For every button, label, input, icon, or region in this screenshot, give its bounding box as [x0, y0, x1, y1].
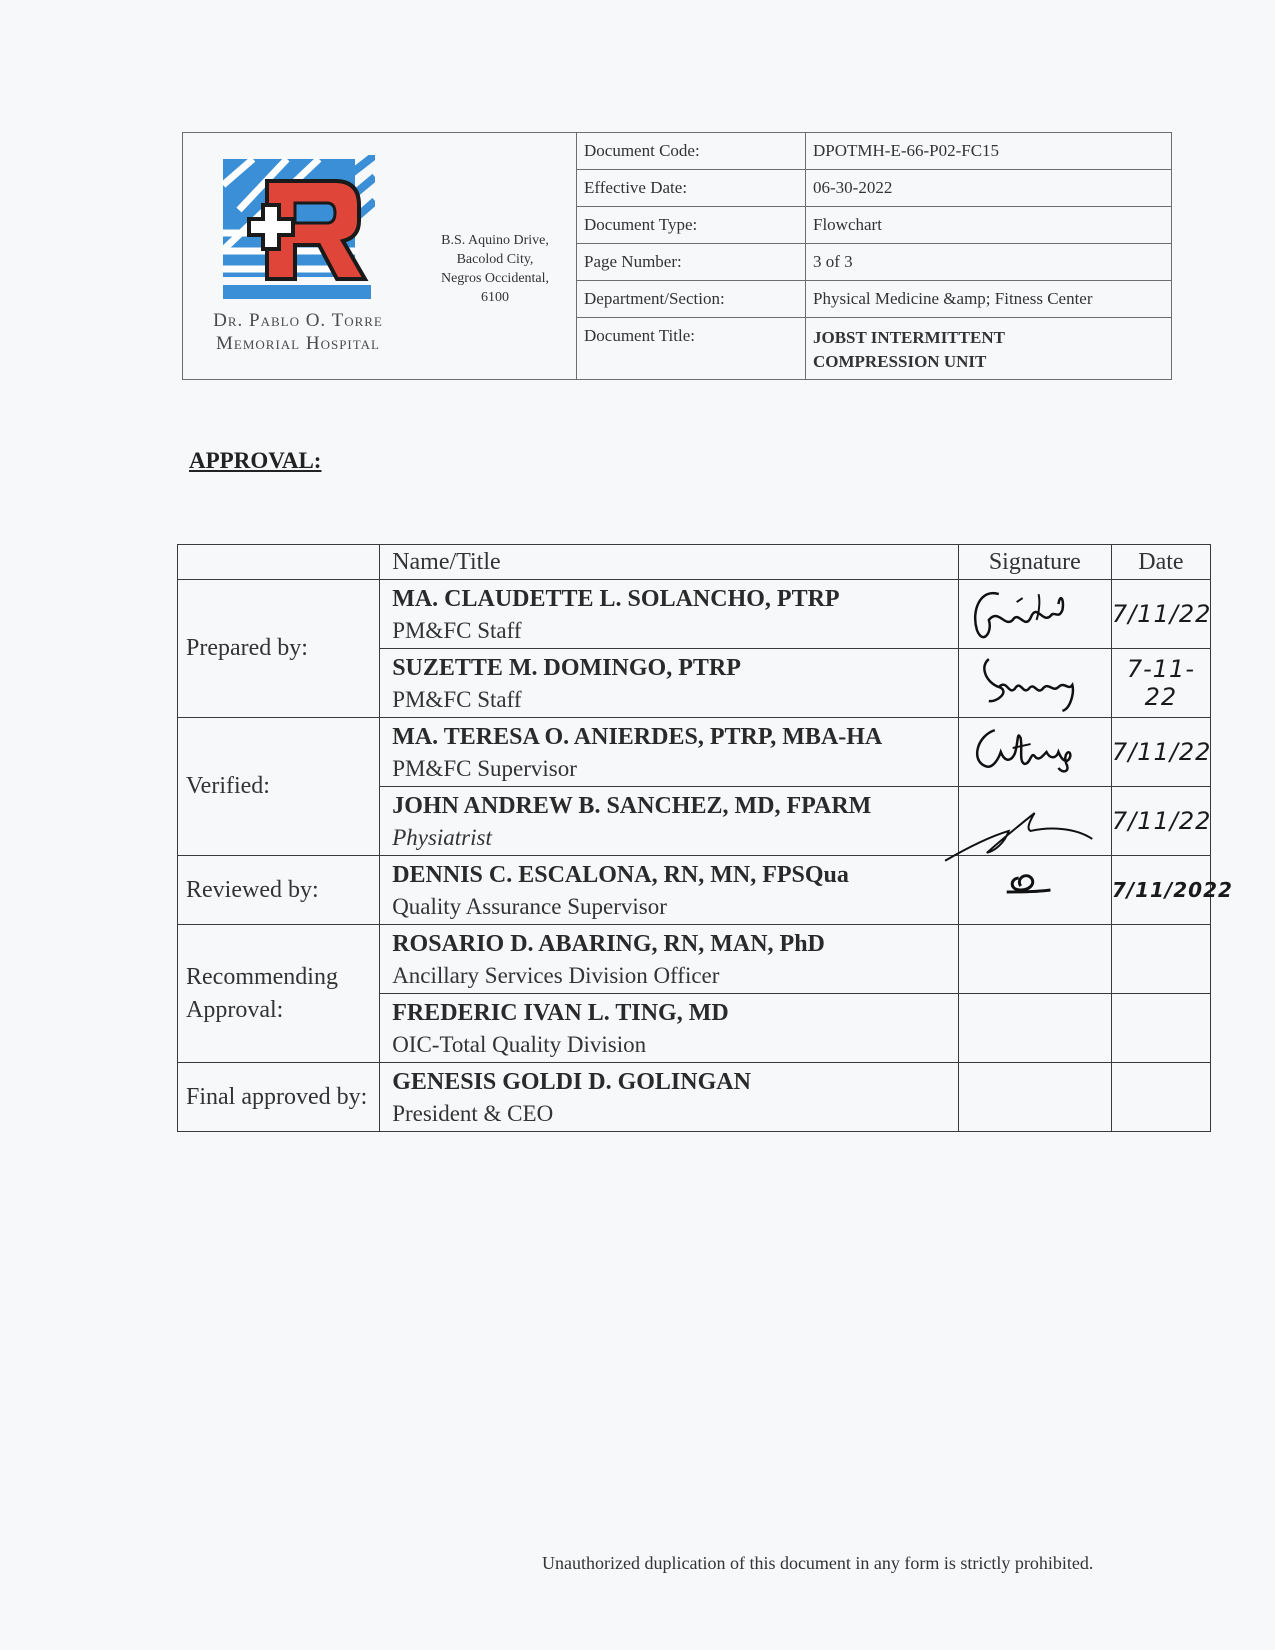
info-label: Effective Date: — [577, 170, 806, 206]
handwritten-signature — [959, 787, 1111, 855]
info-row-effective-date — [577, 170, 1171, 207]
name-title-cell — [380, 1063, 959, 1132]
hospital-name-line: Memorial Hospital — [216, 333, 380, 354]
signature-cell — [958, 925, 1111, 994]
approval-heading: APPROVAL: — [189, 448, 322, 473]
document-title — [806, 318, 1171, 379]
header-date: Date — [1111, 545, 1210, 580]
person-title: PM&FC Supervisor — [392, 756, 577, 781]
signature-date: 7/11/22 — [1111, 787, 1210, 856]
approval-table — [177, 544, 1233, 1132]
document-title-line: COMPRESSION UNIT — [813, 352, 987, 371]
table-header-row — [178, 545, 1211, 580]
header-signature: Signature — [958, 545, 1111, 580]
hospital-name-line: Dr. Pablo O. Torre — [213, 310, 383, 331]
person-name: JOHN ANDREW B. SANCHEZ, MD, FPARM — [392, 793, 872, 819]
name-title-cell — [380, 649, 959, 718]
document-title-line: JOBST INTERMITTENT — [813, 328, 1005, 347]
info-label: Page Number: — [577, 244, 806, 280]
info-row-document-title — [577, 318, 1171, 379]
info-row-document-type — [577, 207, 1171, 244]
signature-cell — [958, 1063, 1111, 1132]
name-title-cell — [380, 994, 959, 1063]
info-row-department — [577, 281, 1171, 318]
signature-date: 7/11/22 — [1111, 580, 1210, 649]
document-info-grid — [577, 133, 1171, 379]
header-role — [178, 545, 380, 580]
handwritten-signature — [959, 718, 1111, 786]
info-label: Document Code: — [577, 133, 806, 169]
person-name: ROSARIO D. ABARING, RN, MAN, PhD — [392, 931, 825, 957]
name-title-cell — [380, 718, 959, 787]
person-title: President & CEO — [392, 1101, 554, 1126]
address-line: 6100 — [481, 290, 509, 305]
footer-notice: Unauthorized duplication of this document in any form is strictly prohibited. — [542, 1553, 1094, 1573]
info-label: Document Type: — [577, 207, 806, 243]
person-name: MA. CLAUDETTE L. SOLANCHO, PTRP — [392, 586, 840, 612]
table-row — [178, 580, 1211, 649]
header-name-title: Name/Title — [380, 545, 959, 580]
role-verified: Verified: — [178, 718, 380, 856]
name-title-cell — [380, 925, 959, 994]
role-prepared-by: Prepared by: — [178, 580, 380, 718]
person-title: PM&FC Staff — [392, 618, 522, 643]
person-name: DENNIS C. ESCALONA, RN, MN, FPSQua — [392, 862, 849, 888]
info-value: Physical Medicine &amp; Fitness Center — [813, 289, 1093, 308]
document-header — [182, 132, 1172, 380]
info-label: Document Title: — [577, 318, 806, 379]
info-label: Department/Section: — [577, 281, 806, 317]
signature-cell — [958, 994, 1111, 1063]
person-name: FREDERIC IVAN L. TING, MD — [392, 1000, 729, 1026]
table-row — [178, 718, 1211, 787]
person-title: Physiatrist — [392, 825, 492, 850]
person-title: PM&FC Staff — [392, 687, 522, 712]
person-title: Quality Assurance Supervisor — [392, 894, 667, 919]
handwritten-signature — [959, 580, 1111, 648]
hospital-name — [183, 309, 413, 355]
address-line: B.S. Aquino Drive, — [441, 233, 549, 248]
info-value: 3 of 3 — [813, 252, 853, 271]
person-name: SUZETTE M. DOMINGO, PTRP — [392, 655, 741, 681]
person-name: MA. TERESA O. ANIERDES, PTRP, MBA-HA — [392, 724, 883, 750]
info-row-page-number — [577, 244, 1171, 281]
role-recommending-approval: Recommending Approval: — [178, 925, 380, 1063]
date-cell — [1111, 925, 1210, 994]
address-line: Bacolod City, — [456, 252, 534, 267]
handwritten-signature — [959, 856, 1111, 924]
info-value: Flowchart — [813, 215, 882, 234]
date-cell — [1111, 994, 1210, 1063]
role-final-approved-by: Final approved by: — [178, 1063, 380, 1132]
role-reviewed-by: Reviewed by: — [178, 856, 380, 925]
hospital-address — [413, 231, 577, 307]
person-title: Ancillary Services Division Officer — [392, 963, 720, 988]
name-title-cell — [380, 787, 959, 856]
info-row-document-code — [577, 133, 1171, 170]
signature-cell — [958, 856, 1111, 925]
date-cell — [1111, 1063, 1210, 1132]
handwritten-signature — [959, 649, 1111, 717]
table-row — [178, 925, 1211, 994]
table-row — [178, 856, 1211, 925]
signature-cell — [958, 649, 1111, 718]
name-title-cell — [380, 580, 959, 649]
address-line: Negros Occidental, — [440, 271, 550, 286]
signature-cell — [958, 718, 1111, 787]
name-title-cell — [380, 856, 959, 925]
info-value: 06-30-2022 — [813, 178, 893, 197]
signature-cell — [958, 580, 1111, 649]
person-title: OIC-Total Quality Division — [392, 1032, 647, 1057]
table-row — [178, 1063, 1211, 1132]
person-name: GENESIS GOLDI D. GOLINGAN — [392, 1069, 751, 1095]
logo-cell — [183, 133, 577, 379]
signature-date: 7/11/2022 — [1111, 856, 1210, 925]
signature-date: 7-11-22 — [1111, 649, 1210, 718]
signature-cell — [958, 787, 1111, 856]
info-value: DPOTMH-E-66-P02-FC15 — [813, 141, 1000, 160]
signature-date: 7/11/22 — [1111, 718, 1210, 787]
hospital-logo — [219, 155, 375, 303]
